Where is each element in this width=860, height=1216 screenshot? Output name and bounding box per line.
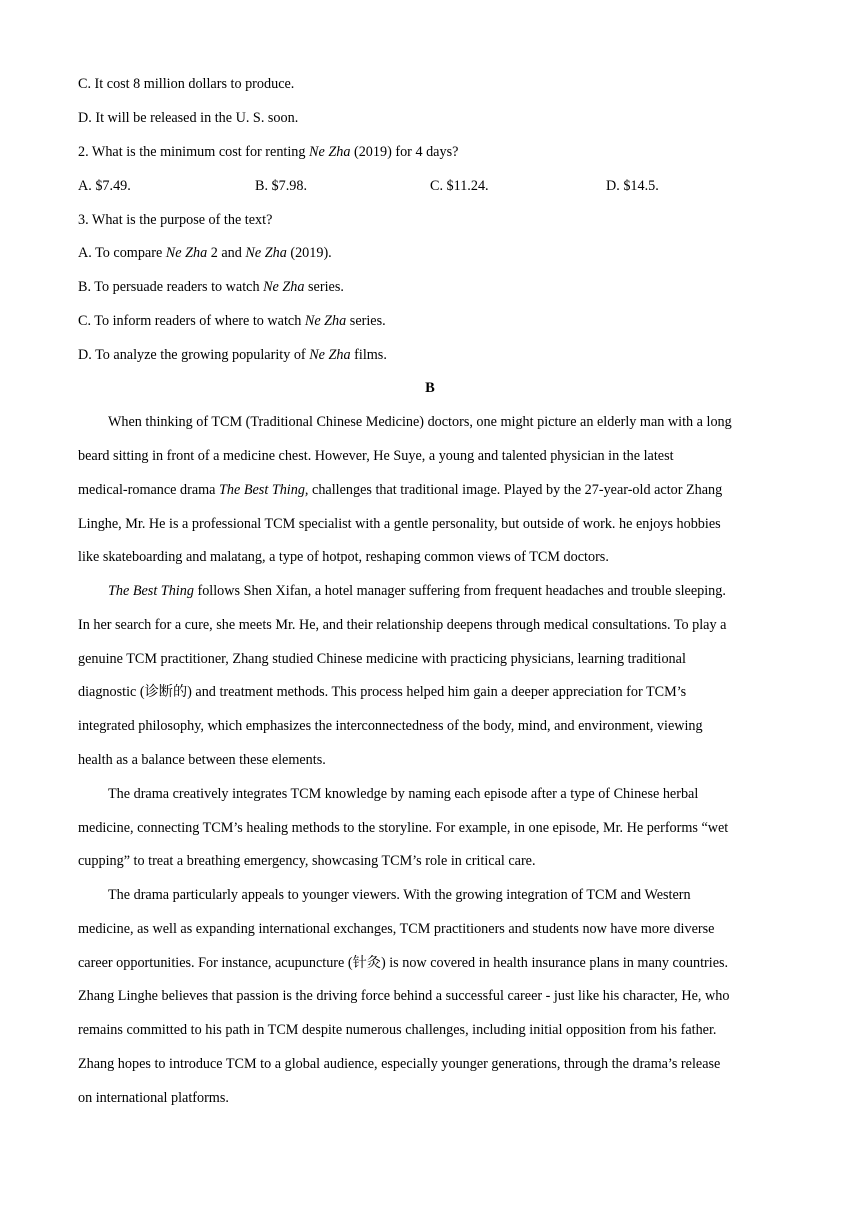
q3-option-c-text: C. To inform readers of where to watch [78,313,305,329]
p2-line-2: In her search for a cure, she meets Mr. He, and their relationship deepens through medical consultations. To play a [78,617,727,633]
p1-line-1: When thinking of TCM (Traditional Chinese Medicine) doctors, one might picture an elderly man with a long [108,414,732,430]
q3-option-c-title: Ne Zha [304,313,347,329]
q1-option-c: C. It cost 8 million dollars to produce. [78,76,295,92]
q3-option-b-text-end: series. [304,279,344,295]
p2-line-3: genuine TCM practitioner, Zhang studied Chinese medicine with practicing physicians, learning traditional [78,651,686,667]
p2-line-5: integrated philosophy, which emphasizes the interconnectedness of the body, mind, and environment, viewing [78,718,703,734]
p2-line-1-text: follows Shen Xifan, a hotel manager suffering from frequent headaches and trouble sleeping. [193,583,726,599]
q2-option-b: B. $7.98. [255,178,308,194]
q2-stem-text: 2. What is the minimum cost for renting [78,144,310,160]
q3-option-a [78,244,332,262]
p1-line-5: like skateboarding and malatang, a type of hotpot, reshaping common views of TCM doctors. [78,549,609,565]
q1-option-d: D. It will be released in the U. S. soon. [78,110,299,126]
q2-option-a: A. $7.49. [78,178,131,194]
p4-line-7: on international platforms. [78,1090,229,1106]
p4-line-2: medicine, as well as expanding international exchanges, TCM practitioners and students now have more diverse [78,921,715,937]
p1-line-3-text: medical-romance drama [78,482,220,498]
q3-option-a-text-mid: 2 and [207,245,246,261]
p1-drama-title: The Best Thing, [219,482,309,498]
q3-stem: 3. What is the purpose of the text? [78,212,273,228]
p1-line-3 [78,481,722,499]
q3-option-a-text-end: (2019). [286,245,332,261]
q3-option-c-text-end: series. [346,313,386,329]
p4-line-1: The drama particularly appeals to younger viewers. With the growing integration of TCM and Western [108,887,691,903]
q2-stem-text-end: (2019) for 4 days? [350,144,459,160]
q3-option-b-title: Ne Zha [263,279,305,295]
q3-option-c [78,312,386,330]
q3-option-d [78,346,387,364]
p4-line-5: remains committed to his path in TCM despite numerous challenges, including initial opposition from his father. [78,1022,717,1038]
section-b-heading: B [425,380,435,396]
q2-stem [78,143,458,161]
p3-line-1: The drama creatively integrates TCM knowledge by naming each episode after a type of Chinese herbal [108,786,699,802]
q3-option-a-title-2: Ne Zha [245,245,287,261]
p1-line-3-text-end: challenges that traditional image. Played by the 27-year-old actor Zhang [308,482,723,498]
p1-line-4: Linghe, Mr. He is a professional TCM specialist with a gentle personality, but outside of work. he enjoys hobbies [78,516,721,532]
q3-option-a-text: A. To compare [78,245,166,261]
q3-option-d-title: Ne Zha [309,347,351,363]
p1-line-2: beard sitting in front of a medicine chest. However, He Suye, a young and talented physician in the latest [78,448,674,464]
p2-line-6: health as a balance between these elements. [78,752,326,768]
p2-line-4: diagnostic (诊断的) and treatment methods. This process helped him gain a deeper appreciation for TCM’s [78,684,687,700]
p2-line-1 [108,582,726,600]
p2-drama-title: The Best Thing [108,583,194,599]
q3-option-d-text: D. To analyze the growing popularity of [78,347,310,363]
p3-line-2: medicine, connecting TCM’s healing methods to the storyline. For example, in one episode, Mr. He performs “wet [78,820,729,836]
q2-option-d: D. $14.5. [606,178,659,194]
q3-option-b [78,278,344,296]
p4-line-6: Zhang hopes to introduce TCM to a global audience, especially younger generations, through the drama’s release [78,1056,721,1072]
p4-line-3: career opportunities. For instance, acupuncture (针灸) is now covered in health insurance plans in many countries. [78,955,729,971]
p3-line-3: cupping” to treat a breathing emergency, showcasing TCM’s role in critical care. [78,853,536,869]
q2-stem-title: Ne Zha [309,144,351,160]
q3-option-d-text-end: films. [350,347,387,363]
q3-option-b-text: B. To persuade readers to watch [78,279,264,295]
q2-option-c: C. $11.24. [430,178,489,194]
q3-option-a-title-1: Ne Zha [165,245,208,261]
p4-line-4: Zhang Linghe believes that passion is the driving force behind a successful career - just like his character, He, who [78,988,730,1004]
